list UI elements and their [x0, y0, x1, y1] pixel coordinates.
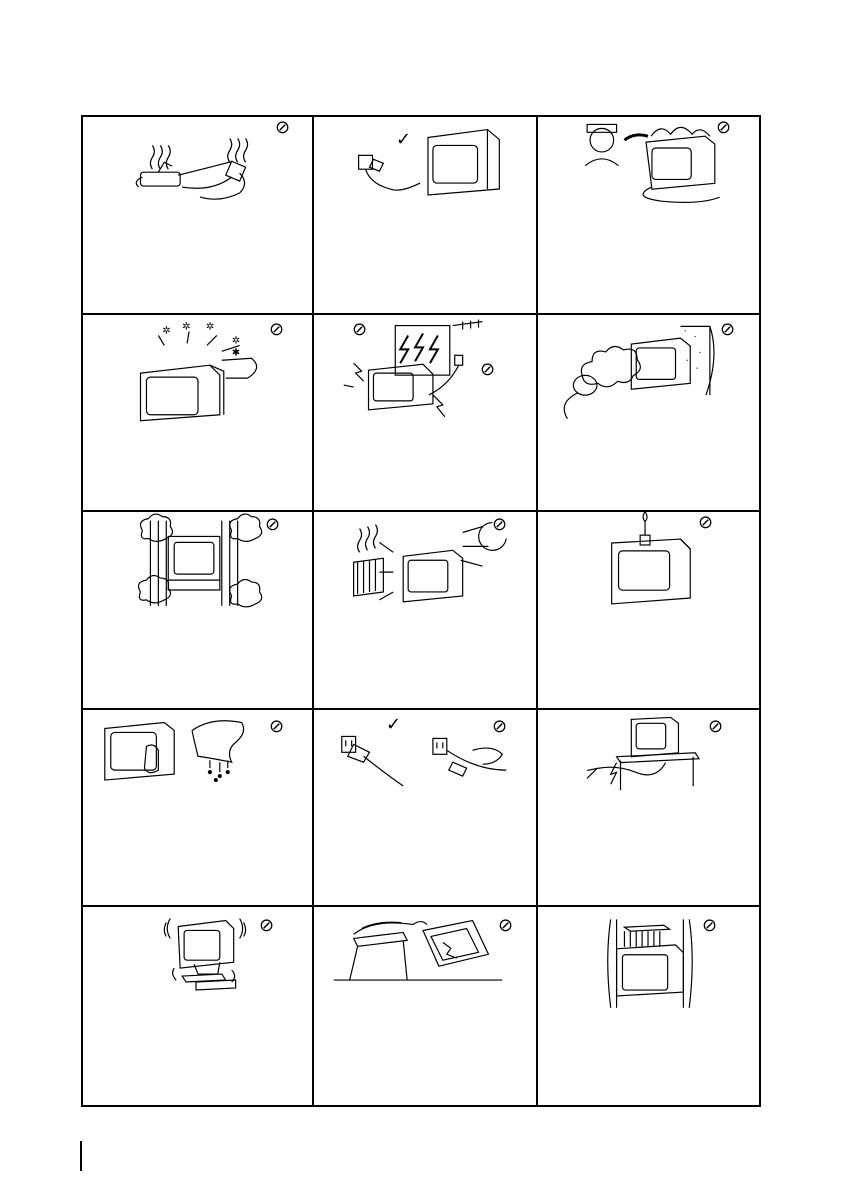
cell-candle-on-top: [538, 512, 759, 710]
cell-heat-sources: [314, 512, 538, 710]
prohibited-icon: ⊘: [269, 715, 285, 737]
cell-object-in-vents: [83, 315, 314, 513]
pull-plug-illustration: [314, 710, 536, 906]
objects-on-top-illustration: [538, 907, 759, 1105]
technician-illustration: [538, 117, 759, 313]
cell-service-technician: [538, 117, 759, 315]
prohibited-icon: ⊘: [720, 318, 736, 340]
falling-tv-illustration: [314, 907, 536, 1105]
cell-pull-plug-correctly: [314, 710, 538, 908]
prohibited-icon: ⊘: [259, 915, 275, 937]
prohibited-icon: ⊘: [269, 318, 285, 340]
cell-objects-on-top: [538, 907, 759, 1105]
prohibited-icon: ⊘: [698, 512, 714, 534]
damaged-cord-illustration: [538, 710, 759, 906]
lightning-illustration: [314, 315, 536, 511]
safety-illustration-grid: [81, 115, 761, 1107]
prohibited-icon: ⊘: [480, 358, 496, 380]
prohibited-icon: ⊘: [265, 514, 281, 536]
svg-text:✲: ✲: [162, 325, 171, 337]
power-strip-illustration: [83, 117, 312, 313]
svg-text:✲: ✲: [231, 334, 241, 346]
prohibited-icon: ⊘: [492, 715, 508, 737]
prohibited-icon: ⊘: [702, 915, 718, 937]
object-in-vents-illustration: [83, 315, 312, 511]
cell-wet-cloth-cleaning: [83, 710, 314, 908]
cell-enclosed-ventilation: [83, 512, 314, 710]
footer-divider: [80, 1141, 82, 1171]
cell-steam-moisture: [538, 315, 759, 513]
unplug-illustration: [314, 117, 536, 313]
prohibited-icon: ⊘: [716, 117, 732, 138]
cell-damaged-cord: [538, 710, 759, 908]
cell-falling-tv: [314, 907, 538, 1105]
svg-text:✲: ✲: [182, 321, 191, 333]
cell-unplug-ok: [314, 117, 538, 315]
enclosed-ventilation-illustration: [83, 512, 312, 708]
svg-text:✲: ✲: [205, 321, 215, 333]
check-icon: ✓: [386, 713, 402, 735]
check-icon: ✓: [396, 129, 412, 150]
prohibited-icon: ⊘: [498, 915, 514, 937]
prohibited-icon: ⊘: [352, 318, 368, 340]
cell-unstable-placement: [83, 907, 314, 1105]
unstable-placement-illustration: [83, 907, 312, 1105]
prohibited-icon: ⊘: [492, 514, 508, 536]
heat-sources-illustration: [314, 512, 536, 708]
wet-cloth-illustration: [83, 710, 312, 906]
steam-illustration: [538, 315, 759, 511]
prohibited-icon: ⊘: [708, 715, 724, 737]
cell-lightning-storm: [314, 315, 538, 513]
cell-power-strip-heat: [83, 117, 314, 315]
candle-illustration: [538, 512, 759, 708]
prohibited-icon: ⊘: [275, 117, 291, 138]
svg-text:✱: ✱: [231, 346, 241, 358]
